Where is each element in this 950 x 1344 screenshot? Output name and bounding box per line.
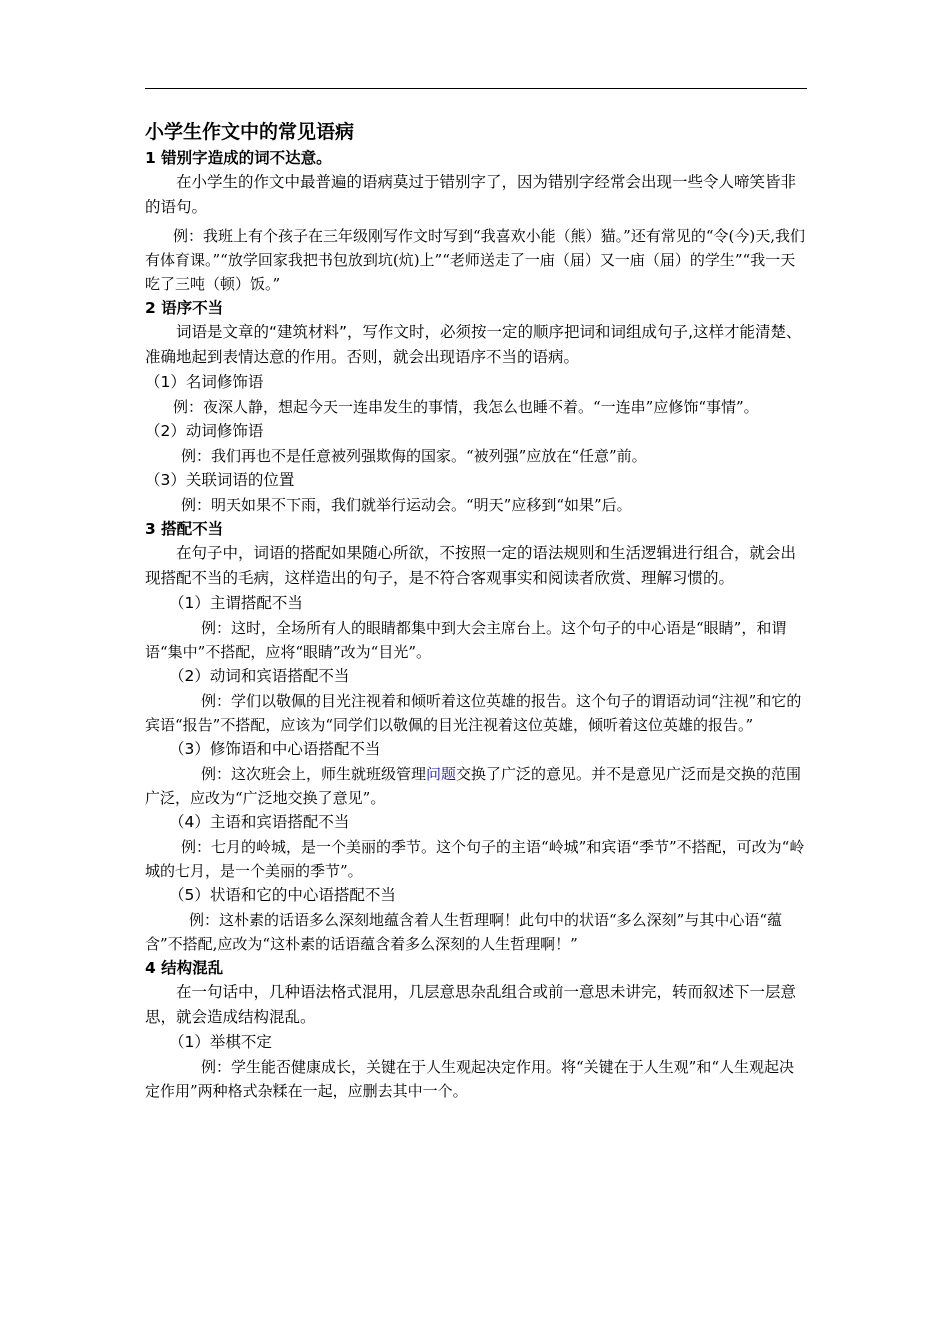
section-3-sub-4: （4）主语和宾语搭配不当 [169,813,350,831]
section-3-intro: 在句子中，词语的搭配如果随心所欲，不按照一定的语法规则和生活逻辑进行组合，就会出现搭配不当的毛病，这样造出的句子，是不符合客观事实和阅读者欣赏、理解习惯的。 [145,544,797,587]
section-1-example: 例：我班上有个孩子在三年级刚写作文时写到“我喜欢小能（熊）猫。”还有常见的“令(今)天,我们有体育课。”“放学回家我把书包放到坑(炕)上”“老师送走了一庙（届）又一庙（届）的学生”“我一天吃了三吨（顿）饭。” [145,227,805,293]
section-4-sub-1: （1）举棋不定 [169,1033,272,1051]
header-rule [145,88,807,89]
section-2-example-2: 例：我们再也不是任意被列强欺侮的国家。“被列强”应放在“任意”前。 [181,447,647,465]
section-3-example-5: 例：这朴素的话语多么深刻地蕴含着人生哲理啊！此句中的状语“多么深刻”与其中心语“蕴含”不搭配,应改为“这朴素的话语蕴含着多么深刻的人生哲理啊！” [145,911,783,953]
section-3-sub-1: （1）主谓搭配不当 [169,594,303,612]
section-heading-2: 2 语序不当 [145,299,224,317]
problem-link[interactable]: 问题 [426,765,457,783]
section-4-example-1: 例：学生能否健康成长，关键在于人生观起决定作用。将“关键在于人生观”和“人生观起决定作用”两种格式杂糅在一起，应删去其中一个。 [145,1058,795,1100]
section-2-intro: 词语是文章的“建筑材料”，写作文时，必须按一定的顺序把词和词组成句子,这样才能清楚、准确地起到表情达意的作用。否则，就会出现语序不当的语病。 [145,323,802,366]
section-2-sub-2: （2）动词修饰语 [145,422,264,440]
section-3-example-4: 例：七月的岭城，是一个美丽的季节。这个句子的主语“岭城”和宾语“季节”不搭配，可改为“岭城的七月，是一个美丽的季节”。 [145,838,805,880]
section-2-example-3: 例：明天如果不下雨，我们就举行运动会。“明天”应移到“如果”后。 [181,496,632,514]
section-heading-3: 3 搭配不当 [145,520,224,538]
section-3-example-3 [145,762,807,810]
section-2-sub-1: （1）名词修饰语 [145,373,264,391]
section-3-sub-3: （3）修饰语和中心语搭配不当 [169,740,381,758]
section-2-example-1: 例：夜深人静，想起今天一连串发生的事情，我怎么也睡不着。“一连串”应修饰“事情”。 [173,398,759,416]
section-heading-4: 4 结构混乱 [145,959,224,977]
section-3-sub-2: （2）动词和宾语搭配不当 [169,667,350,685]
section-3-example-2: 例：学们以敬佩的目光注视着和倾听着这位英雄的报告。这个句子的谓语动词“注视”和它的宾语“报告”不搭配，应该为“同学们以敬佩的目光注视着这位英雄，倾听着这位英雄的报告。” [145,692,802,734]
section-1-intro: 在小学生的作文中最普遍的语病莫过于错别字了，因为错别字经常会出现一些令人啼笑皆非的语句。 [145,173,797,216]
section-2-sub-3: （3）关联词语的位置 [145,471,295,489]
section-3-sub-5: （5）状语和它的中心语搭配不当 [169,886,396,904]
section-4-intro: 在一句话中，几种语法格式混用，几层意思杂乱组合或前一意思未讲完，转而叙述下一层意思，就会造成结构混乱。 [145,983,797,1026]
example-text: 例：这次班会上，师生就班级管理 [201,765,427,783]
section-heading-1: 1 错别字造成的词不达意。 [145,149,332,167]
section-3-example-1: 例：这时，全场所有人的眼睛都集中到大会主席台上。这个句子的中心语是“眼睛”，和谓语“集中”不搭配，应将“眼睛”改为“目光”。 [145,619,787,661]
example-text: 交换了广泛的意见。并不是意见广泛而是交换的范围广泛，应改为“广泛地交换了意见”。 [145,765,802,807]
document-title: 小学生作文中的常见语病 [145,121,355,143]
document-body [145,118,807,1103]
